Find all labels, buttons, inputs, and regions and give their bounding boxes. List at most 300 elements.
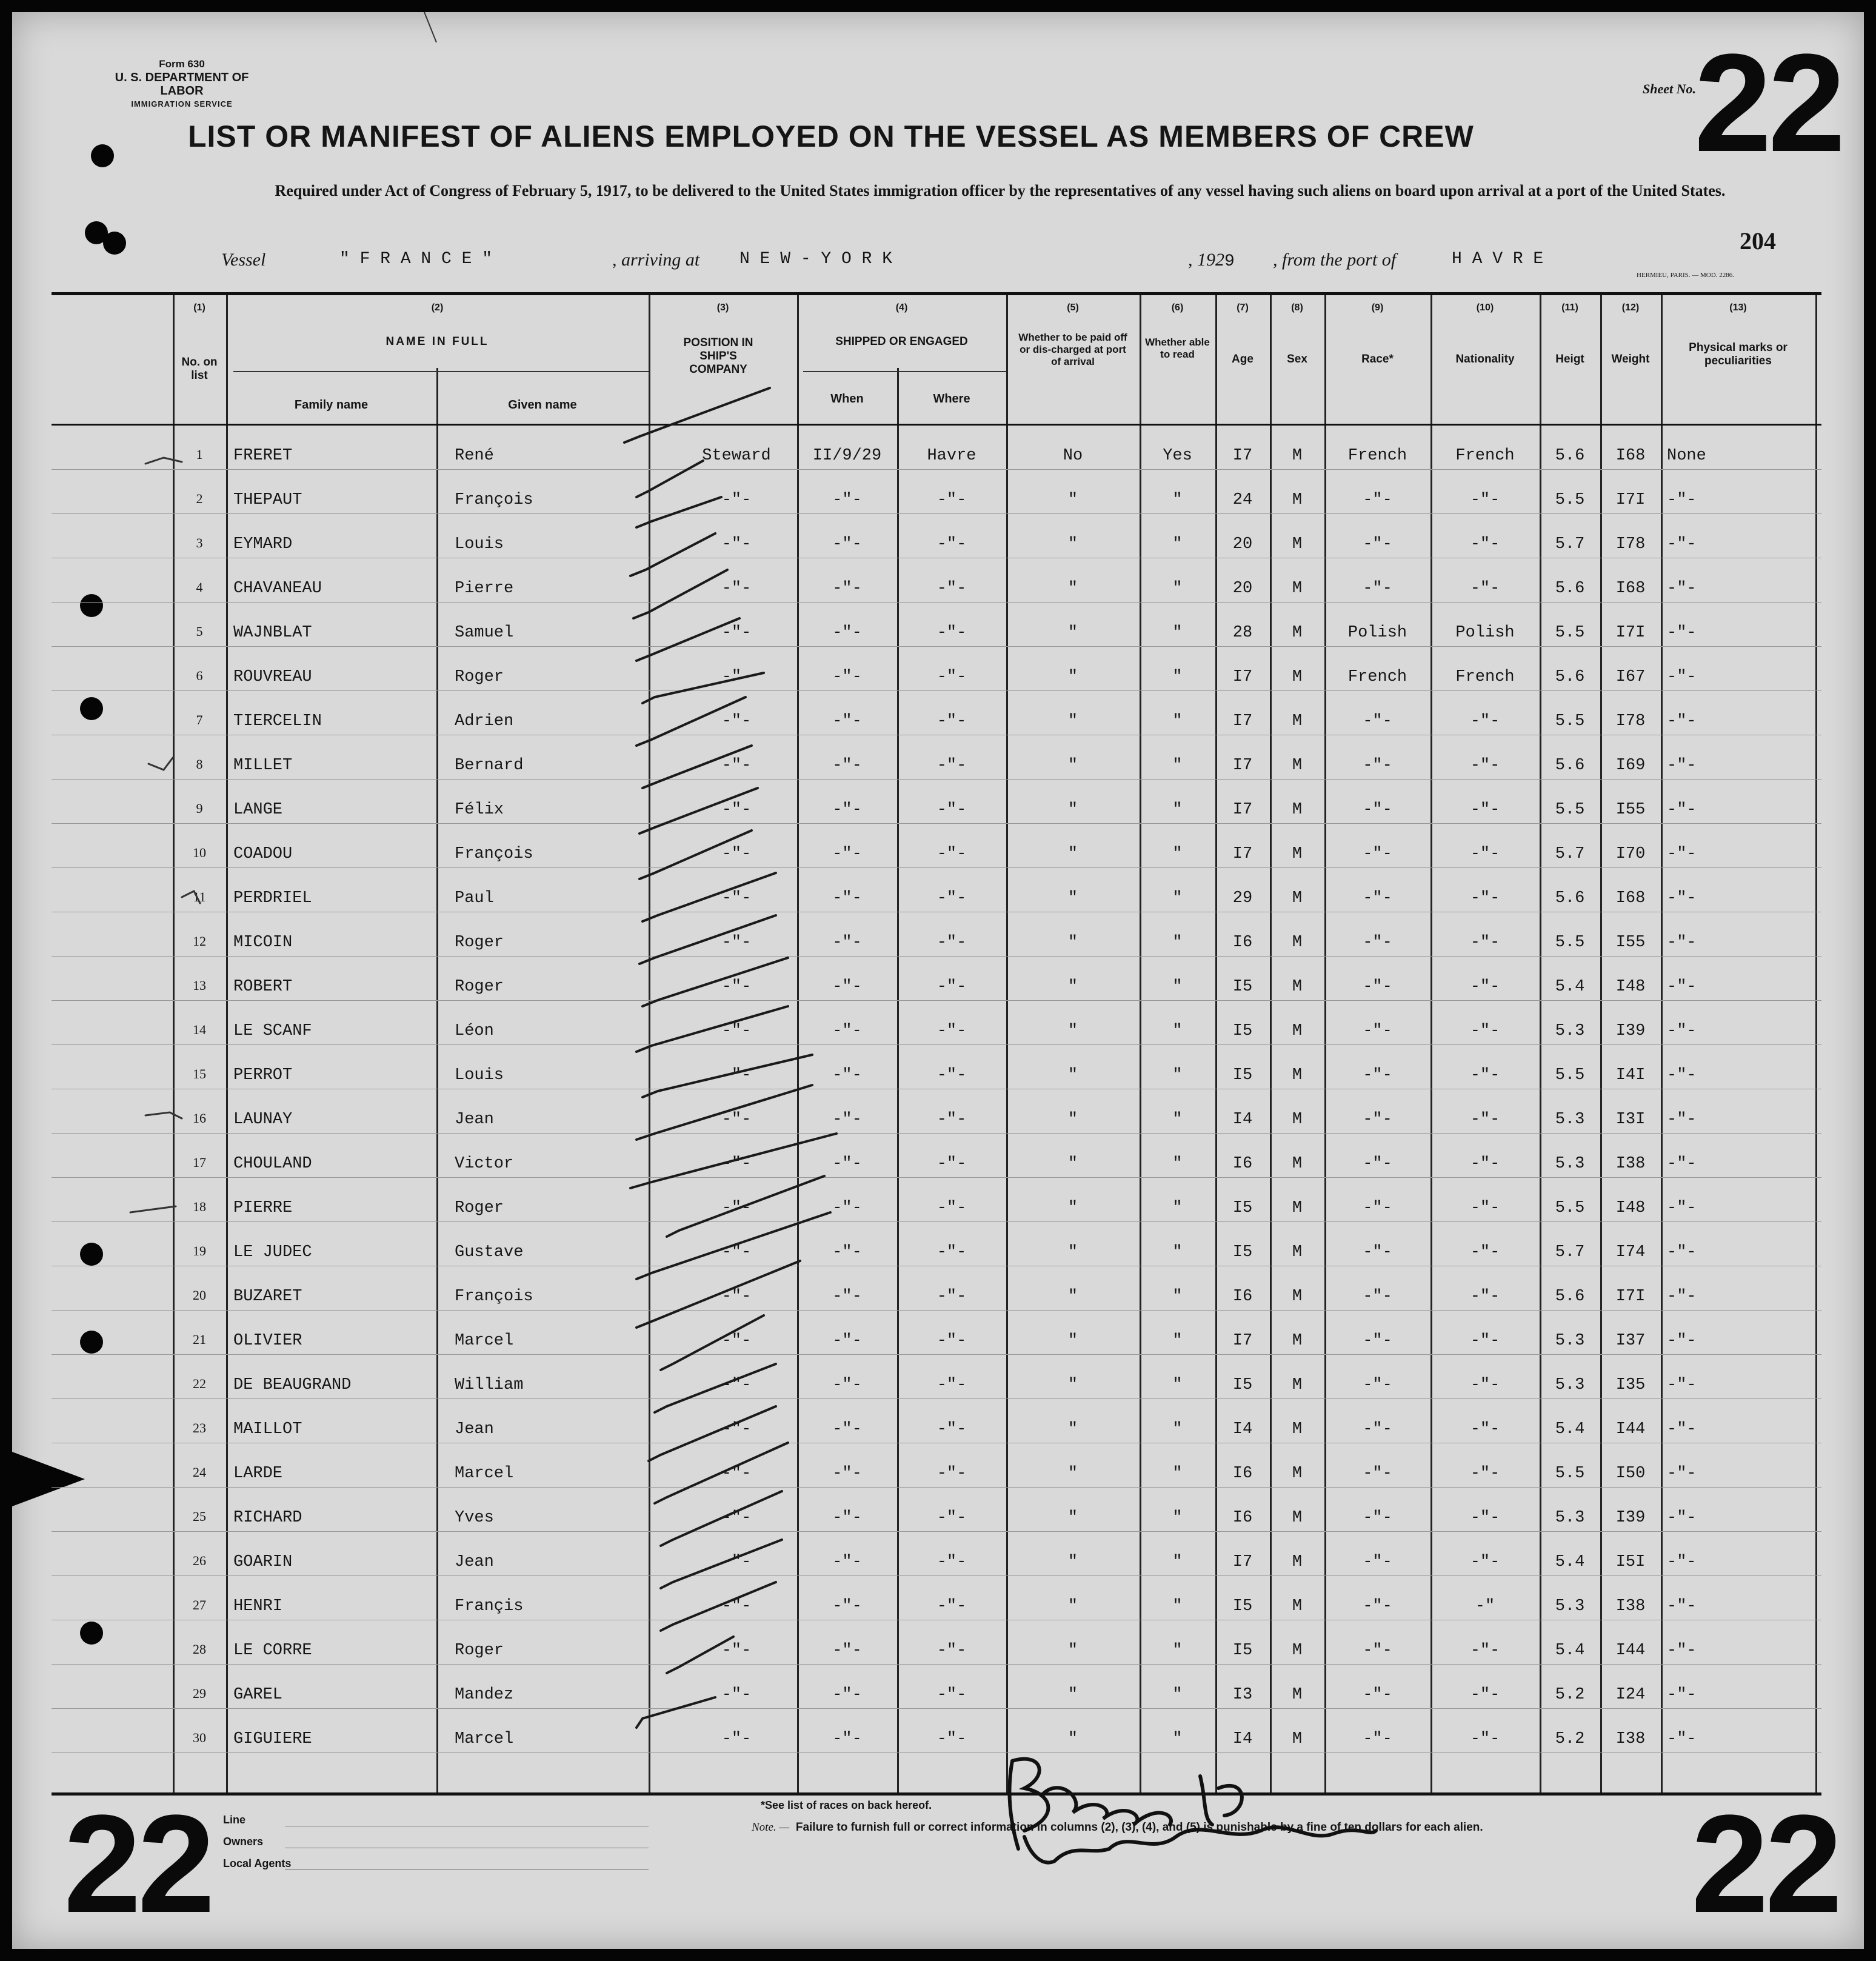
local-agents-label: Local Agents bbox=[223, 1857, 292, 1869]
age: I7 bbox=[1232, 668, 1253, 686]
race: French bbox=[1347, 668, 1407, 686]
height: 5.3 bbox=[1555, 1376, 1585, 1394]
height: 5.6 bbox=[1555, 889, 1585, 907]
able-to-read: " bbox=[1172, 1509, 1183, 1527]
race: -"- bbox=[1363, 1111, 1392, 1129]
shipped-where: -"- bbox=[936, 624, 967, 642]
row-number: 17 bbox=[193, 1155, 206, 1170]
sex: M bbox=[1292, 1553, 1303, 1571]
height: 5.3 bbox=[1555, 1597, 1585, 1615]
sex: M bbox=[1292, 1155, 1303, 1173]
able-to-read: " bbox=[1172, 668, 1183, 686]
sex: M bbox=[1292, 757, 1303, 775]
row-rule bbox=[52, 1354, 1821, 1355]
weight: I50 bbox=[1615, 1465, 1646, 1483]
sex: M bbox=[1292, 624, 1303, 642]
race: -"- bbox=[1363, 1155, 1392, 1173]
shipped-where: -"- bbox=[936, 801, 967, 819]
position: -"- bbox=[721, 535, 752, 553]
height: 5.3 bbox=[1555, 1022, 1585, 1040]
col7-number: (7) bbox=[1237, 302, 1249, 313]
department-name: U. S. DEPARTMENT OF LABOR bbox=[115, 71, 249, 98]
sex: M bbox=[1292, 1420, 1303, 1438]
line-label: Line bbox=[223, 1814, 246, 1826]
position: -"- bbox=[721, 624, 752, 642]
position: Steward bbox=[702, 447, 771, 465]
weight: I69 bbox=[1615, 757, 1646, 775]
position: -"- bbox=[721, 580, 752, 598]
race: -"- bbox=[1363, 1553, 1392, 1571]
col1-header: No. on list bbox=[181, 356, 218, 382]
where-header: Where bbox=[933, 392, 970, 406]
family-name: WAJNBLAT bbox=[233, 624, 312, 642]
weight: I55 bbox=[1615, 934, 1646, 952]
physical-marks: None bbox=[1667, 447, 1706, 465]
family-name: MAILLOT bbox=[233, 1420, 302, 1438]
shipped-when: -"- bbox=[832, 889, 862, 907]
shipped-where: -"- bbox=[936, 1022, 967, 1040]
paid-off: " bbox=[1067, 1465, 1078, 1483]
race: French bbox=[1347, 447, 1407, 465]
sex: M bbox=[1292, 1199, 1303, 1217]
sex: M bbox=[1292, 1066, 1303, 1084]
sex: M bbox=[1292, 801, 1303, 819]
paid-off: " bbox=[1067, 934, 1078, 952]
age: I5 bbox=[1232, 1199, 1253, 1217]
sex: M bbox=[1292, 978, 1303, 996]
position: -"- bbox=[721, 978, 752, 996]
nationality: -"- bbox=[1470, 1420, 1500, 1438]
nationality: -"- bbox=[1470, 1730, 1500, 1748]
shipped-where: -"- bbox=[936, 1243, 967, 1261]
row-rule bbox=[52, 1044, 1821, 1045]
sex: M bbox=[1292, 1597, 1303, 1615]
position: -"- bbox=[721, 1553, 752, 1571]
height: 5.5 bbox=[1555, 712, 1585, 730]
shipped-when: -"- bbox=[832, 1465, 862, 1483]
able-to-read: " bbox=[1172, 1332, 1183, 1350]
age: I3 bbox=[1232, 1686, 1253, 1704]
shipped-where: -"- bbox=[936, 1642, 967, 1660]
row-number: 13 bbox=[193, 978, 206, 993]
sex: M bbox=[1292, 1509, 1303, 1527]
paid-off: " bbox=[1067, 1288, 1078, 1306]
shipped-where: -"- bbox=[936, 1111, 967, 1129]
sex: M bbox=[1292, 845, 1303, 863]
race: -"- bbox=[1363, 491, 1392, 509]
given-name: Samuel bbox=[455, 624, 514, 642]
age: I6 bbox=[1232, 934, 1253, 952]
race-footnote: *See list of races on back hereof. bbox=[761, 1799, 932, 1811]
height: 5.4 bbox=[1555, 1553, 1585, 1571]
nationality: -"- bbox=[1470, 1553, 1500, 1571]
height: 5.3 bbox=[1555, 1155, 1585, 1173]
height: 5.7 bbox=[1555, 845, 1585, 863]
col1-number: (1) bbox=[193, 302, 205, 313]
given-name: Louis bbox=[455, 1066, 504, 1084]
nationality: -"- bbox=[1470, 1199, 1500, 1217]
age: 20 bbox=[1232, 580, 1253, 598]
position: -"- bbox=[721, 1288, 752, 1306]
paid-off: " bbox=[1067, 535, 1078, 553]
paid-off: " bbox=[1067, 624, 1078, 642]
row-rule bbox=[52, 1177, 1821, 1178]
age: I5 bbox=[1232, 1597, 1253, 1615]
row-number: 18 bbox=[193, 1199, 206, 1214]
given-name: Yves bbox=[455, 1509, 494, 1527]
paid-off: " bbox=[1067, 1111, 1078, 1129]
family-name: CHOULAND bbox=[233, 1155, 312, 1173]
row-rule bbox=[52, 1487, 1821, 1488]
given-name: François bbox=[455, 491, 533, 509]
given-name: Marcel bbox=[455, 1730, 514, 1748]
family-name: PIERRE bbox=[233, 1199, 293, 1217]
position: -"- bbox=[721, 1420, 752, 1438]
race: -"- bbox=[1363, 1642, 1392, 1660]
weight: I35 bbox=[1615, 1376, 1646, 1394]
shipped-when: -"- bbox=[832, 535, 862, 553]
nationality: -"- bbox=[1470, 1509, 1500, 1527]
shipped-when: -"- bbox=[832, 1022, 862, 1040]
given-name: René bbox=[455, 447, 494, 465]
height: 5.6 bbox=[1555, 580, 1585, 598]
page-number: 204 bbox=[1740, 227, 1776, 255]
shipped-where: -"- bbox=[936, 668, 967, 686]
able-to-read: " bbox=[1172, 1155, 1183, 1173]
able-to-read: " bbox=[1172, 757, 1183, 775]
sex: M bbox=[1292, 1022, 1303, 1040]
age: I5 bbox=[1232, 1243, 1253, 1261]
year-digit: 9 bbox=[1224, 252, 1235, 271]
physical-marks: -"- bbox=[1667, 845, 1697, 863]
able-to-read: " bbox=[1172, 1066, 1183, 1084]
row-number: 30 bbox=[193, 1730, 206, 1745]
able-to-read: " bbox=[1172, 1376, 1183, 1394]
row-rule bbox=[52, 1310, 1821, 1311]
family-name: BUZARET bbox=[233, 1288, 302, 1306]
race: -"- bbox=[1363, 535, 1392, 553]
race: -"- bbox=[1363, 1066, 1392, 1084]
col4-number: (4) bbox=[895, 302, 908, 313]
form-identifier bbox=[103, 58, 261, 111]
col2-number: (2) bbox=[431, 302, 444, 313]
given-name: Roger bbox=[455, 668, 504, 686]
age: I5 bbox=[1232, 1066, 1253, 1084]
nationality: -"- bbox=[1470, 1686, 1500, 1704]
able-to-read: " bbox=[1172, 1686, 1183, 1704]
physical-marks: -"- bbox=[1667, 491, 1697, 509]
age: I7 bbox=[1232, 1553, 1253, 1571]
sex: M bbox=[1292, 668, 1303, 686]
position: -"- bbox=[721, 1332, 752, 1350]
given-name: Bernard bbox=[455, 757, 524, 775]
sex: M bbox=[1292, 712, 1303, 730]
nationality: -"- bbox=[1470, 580, 1500, 598]
weight: I55 bbox=[1615, 801, 1646, 819]
paid-off: " bbox=[1067, 712, 1078, 730]
family-name: LANGE bbox=[233, 801, 283, 819]
col3-header: POSITION IN SHIP'S COMPANY bbox=[683, 336, 753, 376]
weight: I44 bbox=[1615, 1642, 1646, 1660]
able-to-read: " bbox=[1172, 491, 1183, 509]
shipped-when: -"- bbox=[832, 934, 862, 952]
given-name: Françis bbox=[455, 1597, 524, 1615]
weight: I39 bbox=[1615, 1509, 1646, 1527]
position: -"- bbox=[721, 934, 752, 952]
nationality: -"- bbox=[1470, 1022, 1500, 1040]
sex: M bbox=[1292, 535, 1303, 553]
weight: I67 bbox=[1615, 668, 1646, 686]
weight: I68 bbox=[1615, 889, 1646, 907]
row-rule bbox=[52, 469, 1821, 470]
nationality: -"- bbox=[1470, 934, 1500, 952]
vessel-label: Vessel bbox=[221, 250, 266, 270]
age: I6 bbox=[1232, 1288, 1253, 1306]
weight: I78 bbox=[1615, 712, 1646, 730]
race: -"- bbox=[1363, 845, 1392, 863]
height: 5.6 bbox=[1555, 1288, 1585, 1306]
height: 5.5 bbox=[1555, 934, 1585, 952]
nationality: French bbox=[1455, 668, 1515, 686]
race: -"- bbox=[1363, 1332, 1392, 1350]
family-name: ROUVREAU bbox=[233, 668, 312, 686]
shipped-where: -"- bbox=[936, 934, 967, 952]
shipped-when: -"- bbox=[832, 1420, 862, 1438]
able-to-read: " bbox=[1172, 1730, 1183, 1748]
shipped-when: -"- bbox=[832, 624, 862, 642]
shipped-when: -"- bbox=[832, 1642, 862, 1660]
row-number: 25 bbox=[193, 1509, 206, 1524]
shipped-where: -"- bbox=[936, 978, 967, 996]
shipped-when: -"- bbox=[832, 1597, 862, 1615]
race: -"- bbox=[1363, 1509, 1392, 1527]
nationality: -"- bbox=[1470, 1376, 1500, 1394]
shipped-where: -"- bbox=[936, 1553, 967, 1571]
shipped-when: -"- bbox=[832, 978, 862, 996]
age: I7 bbox=[1232, 801, 1253, 819]
document-title: LIST OR MANIFEST OF ALIENS EMPLOYED ON THE VESSEL AS MEMBERS OF CREW bbox=[188, 119, 1474, 153]
row-number: 21 bbox=[193, 1332, 206, 1347]
physical-marks: -"- bbox=[1667, 1066, 1697, 1084]
paid-off: " bbox=[1067, 1642, 1078, 1660]
shipped-where: -"- bbox=[936, 1332, 967, 1350]
position: -"- bbox=[721, 1597, 752, 1615]
physical-marks: -"- bbox=[1667, 1420, 1697, 1438]
race: -"- bbox=[1363, 1199, 1392, 1217]
nationality: -" bbox=[1475, 1597, 1495, 1615]
col10-number: (10) bbox=[1476, 302, 1494, 313]
paid-off: " bbox=[1067, 491, 1078, 509]
position: -"- bbox=[721, 1022, 752, 1040]
sex: M bbox=[1292, 491, 1303, 509]
given-name: Paul bbox=[455, 889, 494, 907]
family-name: TIERCELIN bbox=[233, 712, 322, 730]
nationality: -"- bbox=[1470, 1066, 1500, 1084]
sex: M bbox=[1292, 1376, 1303, 1394]
weight: I4I bbox=[1615, 1066, 1646, 1084]
paid-off: " bbox=[1067, 1686, 1078, 1704]
paid-off: " bbox=[1067, 1553, 1078, 1571]
age: 24 bbox=[1232, 491, 1253, 509]
weight: I38 bbox=[1615, 1155, 1646, 1173]
nationality: -"- bbox=[1470, 978, 1500, 996]
col12-header: Weight bbox=[1611, 353, 1650, 366]
family-name: LE JUDEC bbox=[233, 1243, 312, 1261]
race: -"- bbox=[1363, 580, 1392, 598]
race: -"- bbox=[1363, 889, 1392, 907]
able-to-read: " bbox=[1172, 712, 1183, 730]
position: -"- bbox=[721, 668, 752, 686]
row-rule bbox=[52, 1531, 1821, 1532]
height: 5.4 bbox=[1555, 1420, 1585, 1438]
physical-marks: -"- bbox=[1667, 934, 1697, 952]
able-to-read: " bbox=[1172, 978, 1183, 996]
physical-marks: -"- bbox=[1667, 1597, 1697, 1615]
paid-off: " bbox=[1067, 1243, 1078, 1261]
shipped-when: -"- bbox=[832, 757, 862, 775]
row-rule bbox=[52, 956, 1821, 957]
family-name: LARDE bbox=[233, 1465, 283, 1483]
sex: M bbox=[1292, 1243, 1303, 1261]
race: -"- bbox=[1363, 1022, 1392, 1040]
age: 28 bbox=[1232, 624, 1253, 642]
shipped-when: -"- bbox=[832, 668, 862, 686]
physical-marks: -"- bbox=[1667, 1022, 1697, 1040]
height: 5.2 bbox=[1555, 1686, 1585, 1704]
physical-marks: -"- bbox=[1667, 712, 1697, 730]
given-name: Léon bbox=[455, 1022, 494, 1040]
given-name: Roger bbox=[455, 934, 504, 952]
family-name: LE CORRE bbox=[233, 1642, 312, 1660]
physical-marks: -"- bbox=[1667, 1553, 1697, 1571]
height: 5.6 bbox=[1555, 447, 1585, 465]
shipped-where: -"- bbox=[936, 1509, 967, 1527]
position: -"- bbox=[721, 712, 752, 730]
printer-mark: HERMIEU, PARIS. — MOD. 2286. bbox=[1637, 272, 1734, 279]
family-name: HENRI bbox=[233, 1597, 283, 1615]
able-to-read: " bbox=[1172, 1288, 1183, 1306]
row-number: 24 bbox=[193, 1465, 206, 1480]
weight: I38 bbox=[1615, 1730, 1646, 1748]
shipped-where: -"- bbox=[936, 1730, 967, 1748]
row-number: 7 bbox=[196, 712, 203, 727]
row-rule bbox=[52, 646, 1821, 647]
nationality: -"- bbox=[1470, 757, 1500, 775]
able-to-read: " bbox=[1172, 845, 1183, 863]
local-agents-rule bbox=[285, 1869, 649, 1870]
family-name: PERDRIEL bbox=[233, 889, 312, 907]
given-name: Gustave bbox=[455, 1243, 524, 1261]
position: -"- bbox=[721, 1199, 752, 1217]
punch-hole bbox=[103, 232, 126, 255]
position: -"- bbox=[721, 1111, 752, 1129]
col6-number: (6) bbox=[1171, 302, 1184, 313]
race: -"- bbox=[1363, 1288, 1392, 1306]
physical-marks: -"- bbox=[1667, 1686, 1697, 1704]
shipped-where: -"- bbox=[936, 1155, 967, 1173]
shipped-where: -"- bbox=[936, 1465, 967, 1483]
row-rule bbox=[52, 1575, 1821, 1576]
able-to-read: " bbox=[1172, 1111, 1183, 1129]
shipped-when: -"- bbox=[832, 845, 862, 863]
paid-off: " bbox=[1067, 801, 1078, 819]
position: -"- bbox=[721, 889, 752, 907]
paid-off: " bbox=[1067, 668, 1078, 686]
race: -"- bbox=[1363, 1420, 1392, 1438]
nationality: -"- bbox=[1470, 1465, 1500, 1483]
given-name: Roger bbox=[455, 1642, 504, 1660]
family-name: GOARIN bbox=[233, 1553, 293, 1571]
height: 5.3 bbox=[1555, 1111, 1585, 1129]
family-name: MILLET bbox=[233, 757, 293, 775]
shipped-when: -"- bbox=[832, 801, 862, 819]
row-rule bbox=[52, 1133, 1821, 1134]
position: -"- bbox=[721, 491, 752, 509]
weight: I7I bbox=[1615, 491, 1646, 509]
sheet-number-bottom-right: 22 bbox=[1691, 1786, 1839, 1942]
punch-hole bbox=[91, 144, 114, 167]
col5-number: (5) bbox=[1067, 302, 1079, 313]
position: -"- bbox=[721, 1243, 752, 1261]
shipped-when: -"- bbox=[832, 1730, 862, 1748]
position: -"- bbox=[721, 845, 752, 863]
paid-off: " bbox=[1067, 1420, 1078, 1438]
given-name: Adrien bbox=[455, 712, 514, 730]
height: 5.7 bbox=[1555, 535, 1585, 553]
position: -"- bbox=[721, 757, 752, 775]
able-to-read: " bbox=[1172, 1243, 1183, 1261]
row-number: 12 bbox=[193, 934, 206, 949]
physical-marks: -"- bbox=[1667, 1509, 1697, 1527]
when-header: When bbox=[830, 392, 864, 406]
height: 5.5 bbox=[1555, 1066, 1585, 1084]
physical-marks: -"- bbox=[1667, 1155, 1697, 1173]
family-name-header: Family name bbox=[294, 398, 369, 412]
able-to-read: " bbox=[1172, 934, 1183, 952]
col8-header: Sex bbox=[1287, 353, 1307, 366]
able-to-read: " bbox=[1172, 1022, 1183, 1040]
weight: I39 bbox=[1615, 1022, 1646, 1040]
physical-marks: -"- bbox=[1667, 1199, 1697, 1217]
row-number: 11 bbox=[193, 889, 206, 904]
nationality: Polish bbox=[1455, 624, 1515, 642]
family-name: GAREL bbox=[233, 1686, 283, 1704]
nationality: -"- bbox=[1470, 1155, 1500, 1173]
able-to-read: " bbox=[1172, 1597, 1183, 1615]
family-name: MICOIN bbox=[233, 934, 293, 952]
physical-marks: -"- bbox=[1667, 668, 1697, 686]
paid-off: " bbox=[1067, 889, 1078, 907]
row-number: 4 bbox=[196, 580, 203, 595]
race: -"- bbox=[1363, 1243, 1392, 1261]
physical-marks: -"- bbox=[1667, 1111, 1697, 1129]
nationality: -"- bbox=[1470, 1288, 1500, 1306]
sheet-number: 22 bbox=[1694, 25, 1842, 181]
row-rule bbox=[52, 513, 1821, 514]
vessel-name: " F R A N C E " bbox=[339, 250, 493, 269]
age: 20 bbox=[1232, 535, 1253, 553]
header-rule bbox=[233, 371, 649, 372]
able-to-read: " bbox=[1172, 1642, 1183, 1660]
able-to-read: " bbox=[1172, 624, 1183, 642]
family-name: CHAVANEAU bbox=[233, 580, 322, 598]
race: -"- bbox=[1363, 801, 1392, 819]
family-name: THEPAUT bbox=[233, 491, 302, 509]
weight: I74 bbox=[1615, 1243, 1646, 1261]
col11-header: Heigt bbox=[1555, 353, 1584, 366]
row-number: 15 bbox=[193, 1066, 206, 1081]
col8-number: (8) bbox=[1291, 302, 1303, 313]
